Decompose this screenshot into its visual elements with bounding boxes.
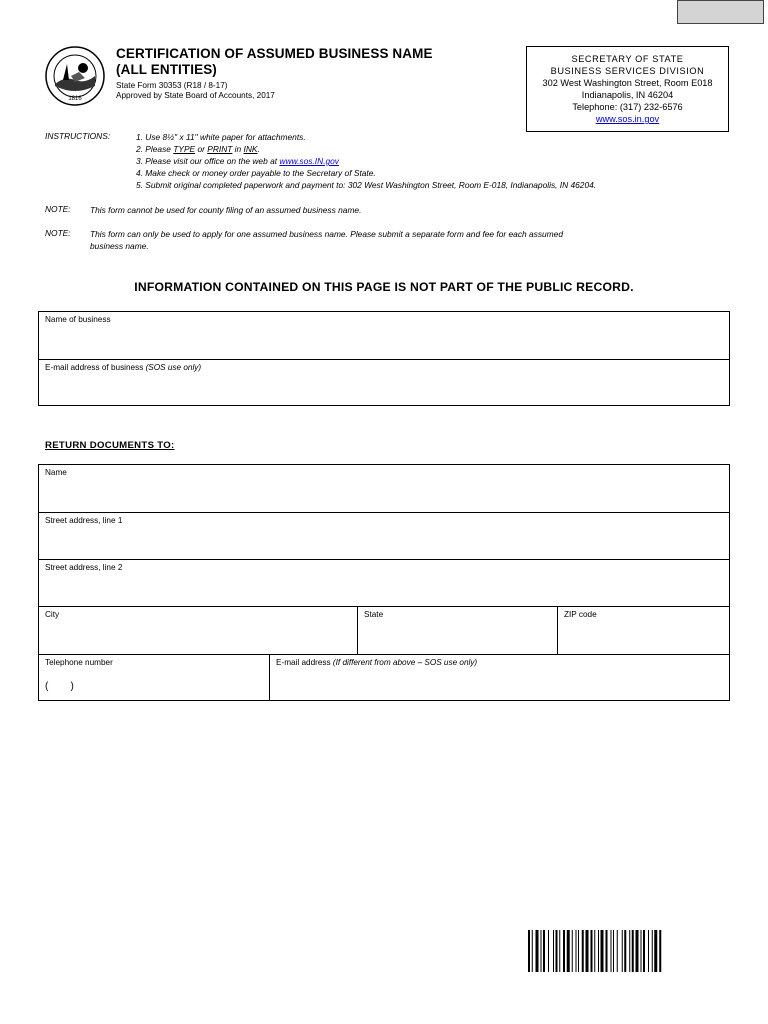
form-number: State Form 30353 (R18 / 8-17) xyxy=(116,81,228,90)
return-name-label: Name xyxy=(45,468,67,477)
form-title-line1: CERTIFICATION OF ASSUMED BUSINESS NAME xyxy=(116,46,433,61)
city-state-zip-row xyxy=(39,606,729,654)
instruction-item-1: 1. Use 8½" x 11" white paper for attachments. xyxy=(136,132,306,142)
sos-line4: Indianapolis, IN 46204 xyxy=(581,90,674,100)
instruction-item-5: 5. Submit original completed paperwork and payment to: 302 West Washington Street, Room E-018, Indianapolis, IN 46204. xyxy=(136,180,597,190)
telephone-area-code-parens: ( ) xyxy=(45,681,74,692)
barcode-image xyxy=(528,930,708,972)
state-field[interactable] xyxy=(357,607,557,654)
instructions-list xyxy=(136,131,596,191)
telephone-field[interactable] xyxy=(39,655,269,700)
return-name-field[interactable] xyxy=(39,465,729,512)
form-approval: Approved by State Board of Accounts, 2017 xyxy=(116,91,275,100)
instruction-item-4: 4. Make check or money order payable to the Secretary of State. xyxy=(136,168,376,178)
business-name-field[interactable] xyxy=(39,312,729,359)
phone-email-row xyxy=(39,654,729,700)
office-use-box xyxy=(677,0,764,24)
state-seal-icon xyxy=(45,46,105,106)
return-email-field[interactable] xyxy=(269,655,729,700)
form-subtitle xyxy=(116,81,275,101)
public-record-notice: INFORMATION CONTAINED ON THIS PAGE IS NOT PART OF THE PUBLIC RECORD. xyxy=(134,280,634,294)
business-email-label: E-mail address of business (SOS use only) xyxy=(45,363,202,372)
return-address-table xyxy=(38,464,730,701)
instruction-item-2: 2. Please TYPE or PRINT in INK. xyxy=(136,144,260,154)
city-label: City xyxy=(45,610,60,619)
form-title-line2: (ALL ENTITIES) xyxy=(116,62,217,77)
return-documents-heading: RETURN DOCUMENTS TO: xyxy=(45,440,175,451)
sos-line3: 302 West Washington Street, Room E018 xyxy=(542,78,713,88)
sos-website-link[interactable]: www.sos.in.gov xyxy=(595,114,660,124)
instruction-item-3: 3. Please visit our office on the web at www.sos.IN.gov xyxy=(136,156,339,166)
form-title xyxy=(116,46,433,78)
sos-address-box xyxy=(526,46,729,132)
zip-code-field[interactable] xyxy=(557,607,729,654)
note-label-2: NOTE: xyxy=(45,228,71,238)
state-label: State xyxy=(364,610,384,619)
business-name-label: Name of business xyxy=(45,315,111,324)
street-address-1-label: Street address, line 1 xyxy=(45,516,123,525)
street-address-2-field[interactable] xyxy=(39,559,729,606)
note-text-2: This form can only be used to apply for one assumed business name. Please submit a separate form and fee for each assumed business name. xyxy=(90,229,563,251)
zip-code-label: ZIP code xyxy=(564,610,597,619)
city-field[interactable] xyxy=(39,607,357,654)
sos-line5: Telephone: (317) 232-6576 xyxy=(572,102,683,112)
sos-web-link[interactable]: www.sos.IN.gov xyxy=(279,156,339,166)
note-label-1: NOTE: xyxy=(45,204,71,214)
street-address-1-field[interactable] xyxy=(39,512,729,559)
sos-line1: SECRETARY OF STATE xyxy=(571,54,684,64)
instructions-label: INSTRUCTIONS: xyxy=(45,131,111,141)
telephone-label: Telephone number xyxy=(45,658,113,667)
business-info-table xyxy=(38,311,730,406)
return-email-label: E-mail address (If different from above – SOS use only) xyxy=(276,658,478,667)
street-address-2-label: Street address, line 2 xyxy=(45,563,123,572)
business-email-field[interactable] xyxy=(39,359,729,406)
seal-year: 1816 xyxy=(68,96,82,102)
sos-line2: BUSINESS SERVICES DIVISION xyxy=(550,66,705,76)
note-text-1: This form cannot be used for county filing of an assumed business name. xyxy=(90,205,362,215)
